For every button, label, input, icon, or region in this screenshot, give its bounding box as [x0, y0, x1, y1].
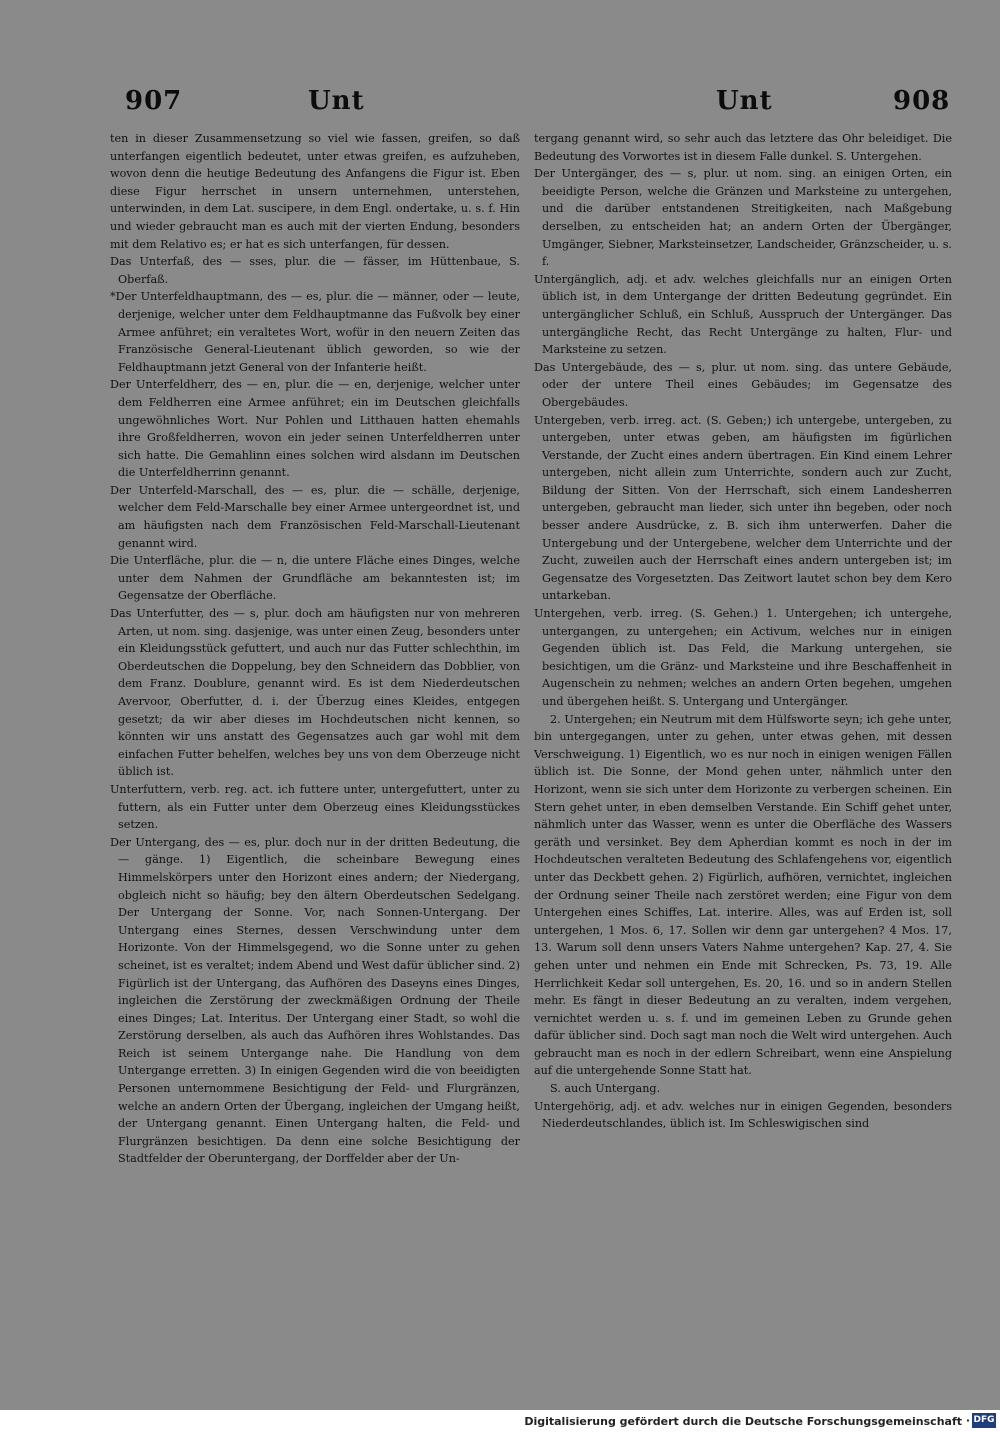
entry-untergaenglich: Untergänglich, adj. et adv. welches gleichfalls nur an einigen Orten üblich ist, in dem Untergange der dritten Bedeutung gegründet. Ein untergänglicher Schluß, ein Schluß, Ausspruch der Untergänger. Das untergängliche Recht, das Recht Untergänge zu halten, Flur- und Marksteine zu setzen. — [534, 272, 952, 357]
right-column — [534, 130, 952, 1133]
entry-untergehen-2: 2. Untergehen; ein Neutrum mit dem Hülfsworte seyn; ich gehe unter, bin untergegangen, unter zu gehen, unter etwas gehen, mit dessen Verschweigung. 1) Eigentlich, wo es nur noch in einigen wenigen Fällen üblich ist. Die Sonne, der Mond gehen unter, nähmlich unter den Horizont, wenn sie sich unter dem Horizonte zu verbergen scheinen. Ein Stern gehet unter, in eben demselben Verstande. Ein Schiff gehet unter, nähmlich unter das Wasser, wenn es unter die Oberfläche des Wassers geräth und versinket. Bey dem Apherdian kommt es noch in der im Hochdeutschen veralteten Bedeutung des Schlafengehens vor, eigentlich unter das Deckbett gehen. 2) Figürlich, aufhören, vernichtet, ingleichen der Ordnung seiner Theile nach zerstöret werden; eine Figur von dem Untergehen eines Schiffes, Lat. interire. Alles, was auf Erden ist, soll untergehen, 1 Mos. 6, 17. Sollen wir denn gar untergehen? 4 Mos. 17, 13. Warum soll denn unsers Vaters Nahme untergehen? Kap. 27, 4. Sie gehen unter und nehmen ein Ende mit Schrecken, Ps. 73, 19. Alle Herrlichkeit Kedar soll untergehen, Es. 20, 16. und so in andern Stellen mehr. Es fängt in dieser Bedeutung an zu veralten, indem vergehen, vernichtet werden u. s. f. und im gemeinen Leben zu Grunde gehen dafür üblicher sind. Doch sagt man noch die Welt wird untergehen. Auch gebraucht man es noch in der edlern Schreibart, wenn eine Anspielung auf die untergehende Sonne Statt hat. — [534, 712, 952, 1078]
left-running-header: Unt — [308, 86, 365, 116]
footer-separator: · — [965, 1414, 970, 1427]
entry-untergehoerig: Untergehörig, adj. et adv. welches nur in einigen Gegenden, besonders Niederdeutschlandes, üblich ist. Im Schleswigischen sind — [534, 1099, 952, 1131]
entry-untergang: Der Untergang, des — es, plur. doch nur in der dritten Bedeutung, die — gänge. 1) Eigentlich, die scheinbare Bewegung eines Himmelskörpers unter den Horizont eines andern; der Niedergang, obgleich nicht so häufig; bey den ältern Oberdeutschen Sedelgang. Der Untergang der Sonne. Vor, nach Sonnen-Untergang. Der Untergang eines Sternes, dessen Verschwindung unter dem Horizonte. Von der Himmelsgegend, wo die Sonne unter zu gehen scheinet, ist es veraltet; indem Abend und West dafür üblicher sind. 2) Figürlich ist der Untergang, das Aufhören des Daseyns eines Dinges, ingleichen die Zerstörung der zweckmäßigen Ordnung der Theile eines Dinges; Lat. Interitus. Der Untergang einer Stadt, so wohl die Zerstörung derselben, als auch das Aufhören ihres Wohlstandes. Das Reich ist seinem Untergange nahe. Die Handlung von dem Untergange erretten. 3) In einigen Gegenden wird die von beeidigten Personen unternommene Besichtigung der Feld- und Flurgränzen, welche an andern Orten der Übergang, ingleichen der Umgang heißt, der Untergang genannt. Einen Untergang halten, die Feld- und Flurgränzen besichtigen. Da denn eine solche Besichtigung der Stadtfelder der Oberuntergang, der Dorffelder aber der Un- — [110, 835, 520, 1166]
right-running-header: Unt — [716, 86, 773, 116]
entry-unterfutter: Das Unterfutter, des — s, plur. doch am häufigsten nur von mehreren Arten, ut nom. sing. dasjenige, was unter einen Zeug, besonders unter ein Kleidungsstück gefuttert, und auch nur das Futter schlechthin, im Oberdeutschen die Doppelung, bey den Schneidern das Dobblier, von dem Franz. Doublure, genannt wird. Es ist dem Niederdeutschen Avervoor, Oberfutter, d. i. der Überzug eines Kleides, entgegen gesetzt; da wir aber dieses im Hochdeutschen nicht kennen, so könnten wir uns anstatt des Gegensatzes auch gar wohl mit dem einfachen Futter behelfen, welches bey uns von dem Oberzeuge nicht üblich ist. — [110, 607, 520, 779]
entry-unterfuttern: Unterfuttern, verb. reg. act. ich futtere unter, untergefuttert, unter zu futtern, als ein Futter unter dem Oberzeug eines Kleidungsstückes setzen. — [110, 782, 520, 832]
cross-reference: S. auch Untergang. — [550, 1082, 661, 1096]
dfg-logo: DFG — [972, 1413, 996, 1428]
entry-unterfeldherr: Der Unterfeldherr, des — en, plur. die — en, derjenige, welcher unter dem Feldherren eine Armee anführet; ein im Deutschen gleichfalls ungewöhnliches Wort. Nur Pohlen und Litthauen hatten ehemahls ihre Großfeldherren, wovon ein jeder seinen Unterfeldherren unter sich hatte. Die Gemahlinn eines solchen wird alsdann im Deutschen die Unterfeldherrinn genannt. — [110, 378, 520, 480]
entry-unterflaeche: Die Unterfläche, plur. die — n, die untere Fläche eines Dinges, welche unter dem Nahmen der Grundfläche am bekanntesten ist; im Gegensatze der Oberfläche. — [110, 554, 520, 603]
entry-continuation: ten in dieser Zusammensetzung so viel wie fassen, greifen, so daß unterfangen eigentlich bedeutet, unter etwas greifen, es aufzuheben, wovon denn die heutige Bedeutung des Anfangens die Figur ist. Eben diese Figur herrschet in unsern unternehmen, unterstehen, unterwinden, in dem Lat. suscipere, in dem Engl. ondertake, u. s. f. Hin und wieder gebraucht man es auch mit der vierten Endung, besonders mit dem Relativo es; er hat es sich unterfangen, für dessen. — [110, 132, 520, 251]
entry-unterfass: Das Unterfaß, des — sses, plur. die — fässer, im Hüttenbaue, S. Oberfaß. — [110, 255, 520, 286]
right-page-number: 908 — [893, 86, 951, 116]
entry-untergehen-1: Untergehen, verb. irreg. (S. Gehen.) 1. Untergehen; ich untergehe, untergangen, zu untergehen; ein Activum, welches nur in einigen Gegenden üblich ist. Das Feld, die Markung untergehen, sie besichtigen, um die Gränz- und Marksteine und ihre Beschaffenheit in Augenschein zu nehmen; welches an andern Orten begehen, umgehen und übergehen heißt. S. Untergang und Untergänger. — [534, 607, 952, 708]
entry-untergebaeude: Das Untergebäude, des — s, plur. ut nom. sing. das untere Gebäude, oder der untere Theil eines Gebäudes; im Gegensatze des Obergebäudes. — [534, 360, 952, 409]
entry-continuation: tergang genannt wird, so sehr auch das letztere das Ohr beleidiget. Die Bedeutung des Vorwortes ist in diesem Falle dunkel. S. Untergehen. — [534, 132, 952, 163]
entry-untergaenger: Der Untergänger, des — s, plur. ut nom. sing. an einigen Orten, ein beeidigte Person, welche die Gränzen und Marksteine zu untergehen, und die darüber entstandenen Streitigkeiten, nach Maßgebung derselben, zu entscheiden hat; an andern Orten der Übergänger, Umgänger, Siebner, Marksteinsetzer, Landscheider, Gränzscheider, u. s. f. — [534, 167, 952, 269]
left-page-number: 907 — [125, 86, 183, 116]
footer-bar — [0, 1410, 1000, 1432]
funding-notice: Digitalisierung gefördert durch die Deutsche Forschungsgemeinschaft — [524, 1415, 962, 1428]
entry-unterfeld-marschall: Der Unterfeld-Marschall, des — es, plur. die — schälle, derjenige, welcher dem Feld-Marschalle bey einer Armee untergeordnet ist, und am häufigsten nach dem Französischen Feld-Marschall-Lieutenant genannt wird. — [110, 483, 520, 550]
left-column — [110, 130, 520, 1168]
entry-untergeben: Untergeben, verb. irreg. act. (S. Geben;) ich untergebe, untergeben, zu untergeben, unter etwas geben, am häufigsten im figürlichen Verstande, der Zucht eines andern übertragen. Ein Kind einem Lehrer untergeben, nicht allein zum Unterrichte, sondern auch zur Zucht, Bildung der Sitten. Von der Herrschaft, sich einem Landesherren untergeben, gebraucht man lieder, sich unter ihn begeben, oder noch besser andere Ausdrücke, z. B. sich ihm unterwerfen. Daher die Untergebung und der Untergebene, welcher dem Unterrichte und der Zucht, zuweilen auch der Herrschaft eines andern untergeben ist; im Gegensatze des Vorgesetzten. Das Zeitwort lautet schon bey dem Kero untarkeban. — [534, 413, 952, 603]
entry-unterfeldhauptmann: *Der Unterfeldhauptmann, des — es, plur. die — männer, oder — leute, derjenige, welcher unter dem Feldhauptmanne das Fußvolk bey einer Armee anführet; ein veraltetes Wort, wofür in den neuern Zeiten das Französische General-Lieutenant üblich geworden, so wie der Feldhauptmann jetzt General von der Infanterie heißt. — [110, 290, 520, 374]
